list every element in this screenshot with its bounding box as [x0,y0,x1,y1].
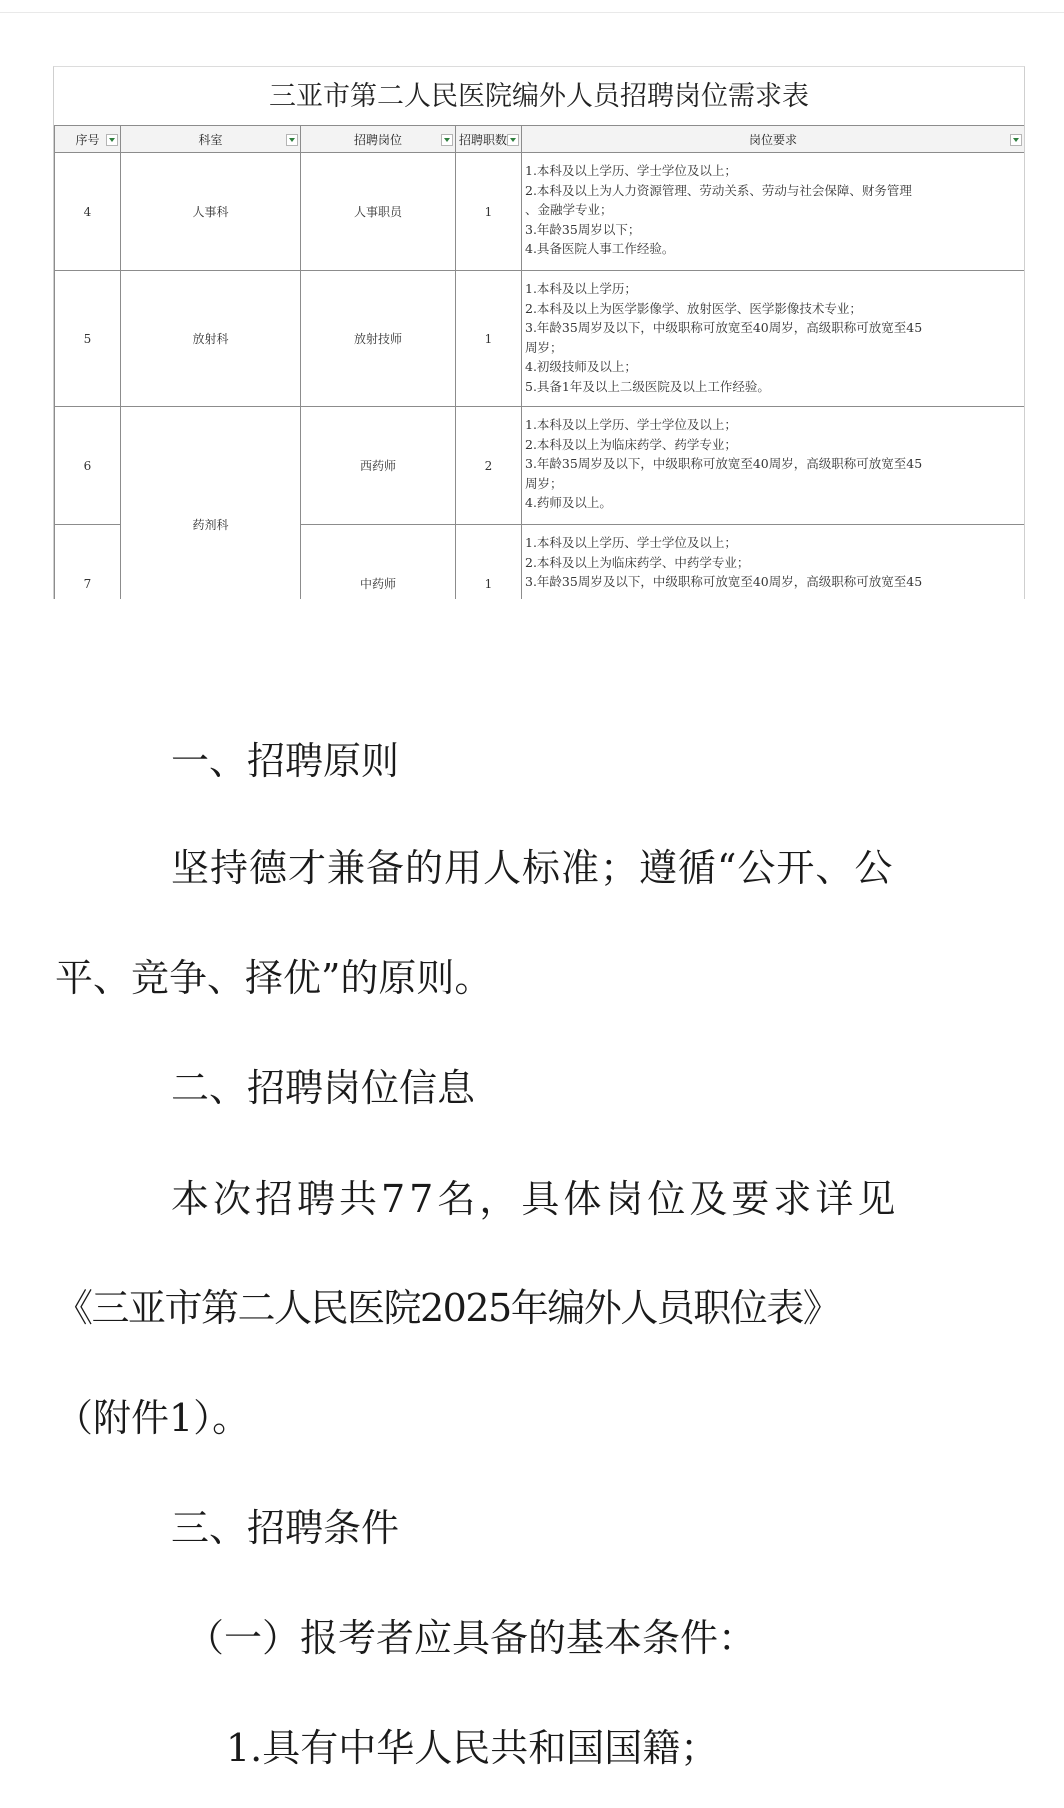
paragraph-positions-line1: 本次招聘共77名，具体岗位及要求详见 [171,1177,900,1221]
filter-dropdown-icon[interactable] [286,134,298,146]
jobs-table [54,125,1025,599]
table-row [55,407,1025,525]
header-post: 招聘岗位 [301,126,456,153]
header-requirements: 岗位要求 [522,126,1025,153]
cell-requirements: 1.本科及以上学历、学士学位及以上； 2.本科及以上为人力资源管理、劳动关系、劳动与社会保障、财务管理 、金融学专业； 3.年龄35周岁以下； 4.具备医院人事工作经验。 [522,153,1025,271]
paragraph-positions-line3: （附件1）。 [55,1396,251,1440]
filter-dropdown-icon[interactable] [507,134,519,146]
cell-no: 6 [55,407,121,525]
filter-dropdown-icon[interactable] [1010,134,1022,146]
header-dept: 科室 [121,126,301,153]
cell-count: 1 [456,153,522,271]
cell-post: 人事职员 [301,153,456,271]
subheading-basic-conditions: （一）报考者应具备的基本条件： [186,1616,757,1660]
cell-no: 5 [55,271,121,407]
table-header-row [55,126,1025,153]
paragraph-principles-line2: 平、竞争、择优”的原则。 [55,956,493,1000]
cell-count: 1 [456,525,522,600]
cell-requirements: 1.本科及以上学历、学士学位及以上； 2.本科及以上为临床药学、药学专业； 3.年龄35周岁及以下，中级职称可放宽至40周岁，高级职称可放宽至45 周岁； 4.药师及以上。 [522,407,1025,525]
cell-dept: 人事科 [121,153,301,271]
cell-post: 西药师 [301,407,456,525]
header-count: 招聘职数 [456,126,522,153]
section-heading-positions: 二、招聘岗位信息 [171,1066,476,1110]
section-heading-principles: 一、招聘原则 [171,739,400,783]
filter-dropdown-icon[interactable] [441,134,453,146]
cell-no: 4 [55,153,121,271]
cell-post: 中药师 [301,525,456,600]
cell-dept: 放射科 [121,271,301,407]
table-row [55,153,1025,271]
cell-count: 1 [456,271,522,407]
table-title: 三亚市第二人民医院编外人员招聘岗位需求表 [54,67,1024,126]
filter-dropdown-icon[interactable] [106,134,118,146]
cell-count: 2 [456,407,522,525]
cell-requirements: 1.本科及以上学历、学士学位及以上； 2.本科及以上为临床药学、中药学专业； 3.年龄35周岁及以下，中级职称可放宽至40周岁，高级职称可放宽至45 [522,525,1025,600]
table-row [55,271,1025,407]
paragraph-principles-line1: 坚持德才兼备的用人标准；遵循“公开、公 [171,846,894,890]
section-heading-conditions: 三、招聘条件 [171,1506,400,1550]
cell-dept: 药剂科 [121,407,301,600]
header-no: 序号 [55,126,121,153]
cell-requirements: 1.本科及以上学历； 2.本科及以上为医学影像学、放射医学、医学影像技术专业； 3.年龄35周岁及以下，中级职称可放宽至40周岁，高级职称可放宽至45 周岁； 4.初级技师及以上； 5.具备1年及以上二级医院及以上工作经验。 [522,271,1025,407]
top-divider [0,0,1064,13]
cell-post: 放射技师 [301,271,456,407]
cell-no: 7 [55,525,121,600]
paragraph-positions-line2: 《三亚市第二人民医院2025年编外人员职位表》 [55,1286,840,1330]
job-requirements-table-image [53,66,1025,599]
condition-item-1: 1.具有中华人民共和国国籍； [226,1726,719,1770]
